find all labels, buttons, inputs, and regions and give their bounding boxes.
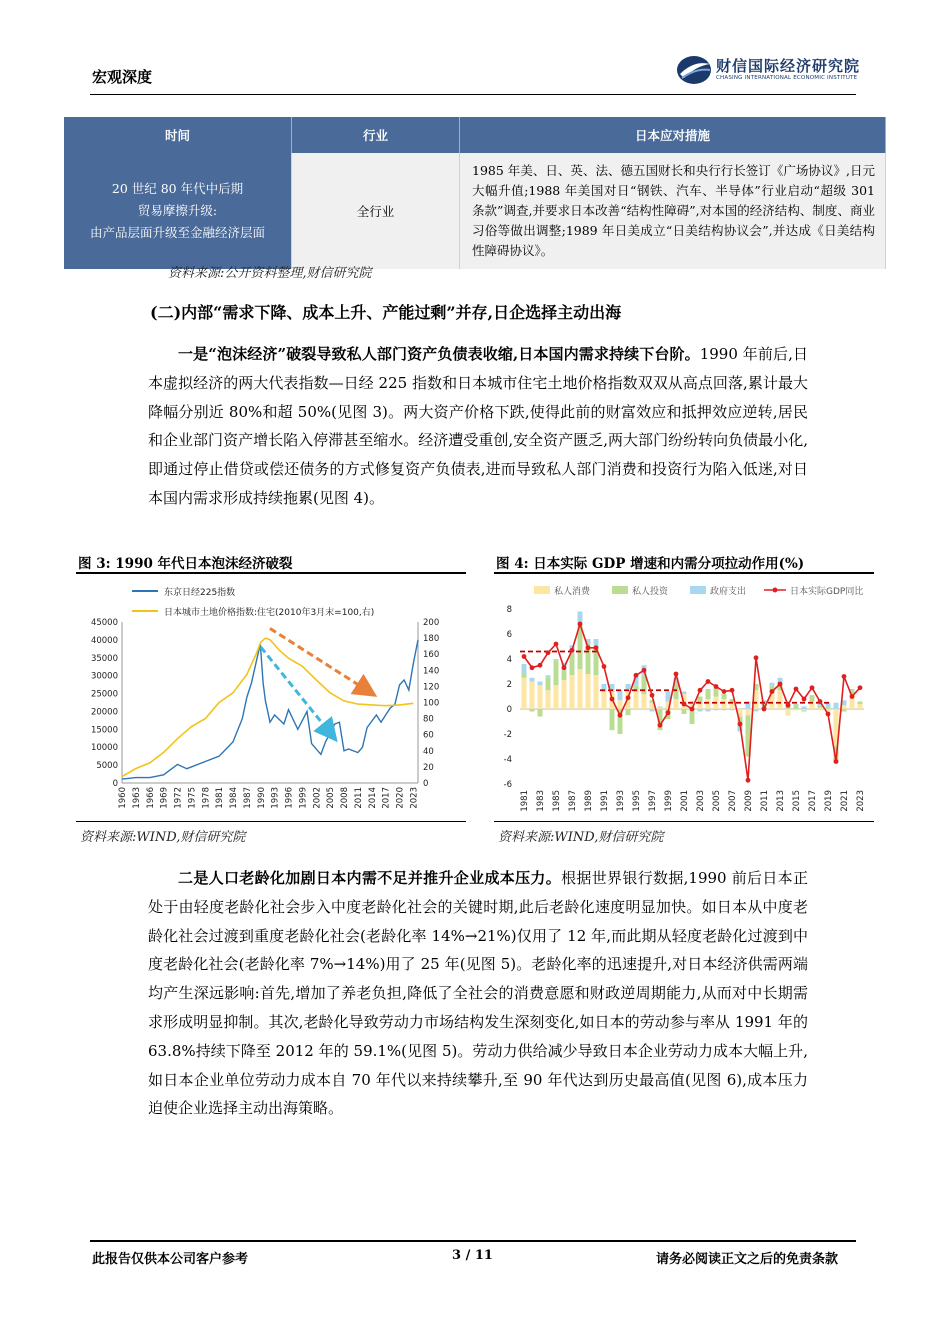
figure-3-bottom-rule <box>76 821 466 822</box>
bar-私人投资 <box>546 678 551 691</box>
trade-friction-table <box>64 117 886 269</box>
bar-私人消费 <box>794 709 799 710</box>
x-tick-label: 2021 <box>840 790 850 812</box>
gdp-point <box>738 722 743 727</box>
bar-私人消费 <box>674 699 679 709</box>
x-tick-label: 2011 <box>760 790 770 812</box>
gdp-point <box>802 697 807 702</box>
x-tick-label: 2003 <box>696 790 706 812</box>
gdp-point <box>538 663 543 668</box>
x-tick-label: 1989 <box>584 790 594 812</box>
x-tick-label: 1975 <box>187 787 198 809</box>
x-tick-label: 2007 <box>728 790 738 812</box>
gdp-point <box>634 673 639 678</box>
bar-私人消费 <box>618 700 623 709</box>
gdp-point <box>794 687 799 692</box>
bar-政府支出 <box>530 678 535 682</box>
bar-私人消费 <box>842 705 847 709</box>
bar-政府支出 <box>858 702 863 703</box>
bar-私人消费 <box>786 709 791 715</box>
figure-3-top-rule <box>76 572 466 574</box>
bar-政府支出 <box>722 709 727 710</box>
gdp-point <box>546 650 551 655</box>
bar-私人投资 <box>522 674 527 678</box>
y-left-tick-label: 15000 <box>90 725 118 736</box>
bar-政府支出 <box>770 683 775 686</box>
y-right-tick-label: 140 <box>423 666 440 677</box>
x-tick-label: 2023 <box>409 787 420 809</box>
legend-label-nikkei: 东京日经225指数 <box>164 588 236 598</box>
bar-政府支出 <box>754 709 759 712</box>
y-left-tick-label: 40000 <box>90 635 118 646</box>
gdp-point <box>658 723 663 728</box>
bar-政府支出 <box>618 690 623 700</box>
x-tick-label: 2020 <box>395 787 406 809</box>
x-tick-label: 1963 <box>131 787 142 809</box>
bar-政府支出 <box>834 703 839 709</box>
gdp-point <box>610 697 615 702</box>
gdp-point <box>714 684 719 689</box>
x-tick-label: 1999 <box>664 790 674 812</box>
x-tick-label: 1987 <box>568 790 578 812</box>
y-right-tick-label: 200 <box>423 618 440 628</box>
bar-政府支出 <box>794 704 799 705</box>
x-tick-label: 1993 <box>616 790 626 812</box>
gdp-point <box>554 642 559 647</box>
x-tick-label: 1972 <box>173 787 184 809</box>
y-right-tick-label: 80 <box>423 714 434 725</box>
page-number: 3 / 11 <box>452 1248 493 1263</box>
legend-label-2: 政府支出 <box>710 587 747 597</box>
footer-disclaimer-left: 此报告仅供本公司客户参考 <box>92 1252 249 1267</box>
legend-label-land: 日本城市土地价格指数:住宅(2010年3月末=100,右) <box>164 608 375 618</box>
gdp-point <box>682 702 687 707</box>
bar-政府支出 <box>522 664 527 674</box>
header-section-title: 宏观深度 <box>92 68 153 86</box>
x-tick-label: 2019 <box>824 790 834 812</box>
y-tick-label: -4 <box>503 755 512 765</box>
header-rule <box>90 94 856 95</box>
bar-私人消费 <box>802 709 807 710</box>
bar-私人投资 <box>610 709 615 730</box>
bar-私人消费 <box>586 674 591 709</box>
section-heading: (二)内部“需求下降、成本上升、产能过剩”并存,日企选择主动出海 <box>150 303 622 322</box>
bar-私人投资 <box>714 688 719 697</box>
legend-swatch-2 <box>690 586 706 594</box>
bar-政府支出 <box>538 682 543 686</box>
paragraph-1-body: 1990 年前后,日本虚拟经济的两大代表指数—日经 225 指数和日本城市住宅土地价格指数双双从高点回落,累计最大降幅分别近 80%和超 50%(见图 3)。两大资产价格下跌,使得此前的财富效应和抵押效应逆转,居民和企业部门资产增长陷入停滞甚至缩水。经济遭受重创,安全资产匮乏,两大部门纷纷转向负债最小化,即通过停止借贷或偿还债务的方式修复资产负债表,进而导致私人部门消费和投资行为陷入低迷,对日本国内需求形成持续拖累(见图 4)。 <box>148 345 808 507</box>
x-tick-label: 2017 <box>381 787 392 809</box>
y-left-tick-label: 25000 <box>90 689 118 700</box>
figure-3-title: 图 3: 1990 年代日本泡沫经济破裂 <box>78 556 293 572</box>
table-cell-industry: 全行业 <box>292 153 460 269</box>
y-left-tick-label: 20000 <box>90 707 118 718</box>
bar-私人投资 <box>530 709 535 712</box>
logo-name: 财信国际经济研究院 <box>716 57 861 75</box>
bar-私人消费 <box>562 680 567 709</box>
gdp-point <box>842 674 847 679</box>
bar-政府支出 <box>554 659 559 660</box>
x-tick-label: 1996 <box>284 787 295 809</box>
gdp-point <box>746 778 751 783</box>
x-tick-label: 2005 <box>326 787 337 809</box>
paragraph-2-body: 根据世界银行数据,1990 前后日本正处于由轻度老龄化社会步入中度老龄化社会的关键时期,此后老龄化速度明显加快。如日本从中度老龄化社会过渡到重度老龄化社会(老龄化率 14%→21%)仅用了 12 年,而此期从轻度老龄化过渡到中度老龄化社会(老龄化率 7%→14%)用了 25 年(见图 5)。老龄化率的迅速提升,对日本经济供需两端均产生深远影响:首先,增加了养老负担,降低了全社会的消费意愿和财政逆周期能力,从而对中长期需求形成明显抑制。其次,老龄化导致劳动力市场结构发生深刻变化,如日本的劳动参与率从 1991 年的 63.8%持续下降至 2012 年的 59.1%(见图 5)。劳动力供给减少导致日本企业劳动力成本大幅上升,如日本企业单位劳动力成本自 70 年代以来持续攀升,至 90 年代达到历史最高值(见图 6),成本压力迫使企业选择主动出海策略。 <box>148 869 808 1118</box>
gdp-point <box>650 693 655 698</box>
x-tick-label: 1985 <box>552 790 562 812</box>
logo-subtitle: CHASING INTERNATIONAL ECONOMIC INSTITUTE <box>716 75 858 81</box>
y-right-tick-label: 20 <box>423 762 434 773</box>
gdp-point <box>810 685 815 690</box>
gdp-point <box>858 685 863 690</box>
bar-政府支出 <box>626 684 631 689</box>
gdp-point <box>674 672 679 677</box>
bar-私人消费 <box>818 708 823 709</box>
table-cell-time <box>64 153 292 269</box>
gdp-point <box>642 668 647 673</box>
x-tick-label: 2009 <box>744 790 754 812</box>
bar-政府支出 <box>706 709 711 712</box>
x-tick-label: 2023 <box>856 790 866 812</box>
y-left-tick-label: 30000 <box>90 671 118 682</box>
table-row <box>64 153 886 269</box>
bar-政府支出 <box>650 709 655 712</box>
figure-4-top-rule <box>494 572 874 574</box>
bar-私人投资 <box>626 709 631 715</box>
x-tick-label: 2011 <box>353 787 364 809</box>
gdp-point <box>850 694 855 699</box>
x-tick-label: 2015 <box>792 790 802 812</box>
figure-4-chart <box>494 576 874 820</box>
footer-disclaimer-right: 请务必阅读正文之后的免责条款 <box>656 1252 839 1267</box>
paragraph-2-lead: 二是人口老龄化加剧日本内需不足并推升企业成本压力。 <box>178 869 562 887</box>
bar-私人投资 <box>682 709 687 714</box>
x-tick-label: 2001 <box>680 790 690 812</box>
table-cell-measures: 1985 年美、日、英、法、德五国财长和央行行长签订《广场协议》,日元大幅升值;1988 年美国对日“钢铁、汽车、半导体”行业启动“超级 301 条款”调查,并要求日本改善“结构性障碍”,对本国的经济结构、制度、商业习俗等做出调整;1989 年日美成立“日美结构协议会”,并达成《日美结构性障碍协议》。 <box>460 153 886 269</box>
gdp-point <box>594 645 599 650</box>
gdp-point <box>770 689 775 694</box>
bar-私人消费 <box>522 678 527 709</box>
x-tick-label: 1978 <box>201 787 212 809</box>
gdp-point <box>602 664 607 669</box>
bar-政府支出 <box>730 709 735 710</box>
bar-私人消费 <box>730 703 735 709</box>
x-tick-label: 1960 <box>118 787 128 809</box>
y-tick-label: 2 <box>506 680 512 690</box>
y-left-tick-label: 5000 <box>96 761 118 772</box>
gdp-point <box>730 688 735 693</box>
bar-私人消费 <box>594 675 599 709</box>
bar-私人消费 <box>602 692 607 710</box>
bar-私人消费 <box>746 709 751 715</box>
institute-logo-icon <box>676 54 712 86</box>
bar-政府支出 <box>802 707 807 710</box>
bar-私人投资 <box>842 709 847 712</box>
bar-政府支出 <box>714 709 719 710</box>
x-tick-label: 1999 <box>298 787 309 809</box>
x-tick-label: 1966 <box>145 787 156 809</box>
table-header-industry: 行业 <box>292 117 460 153</box>
x-tick-label: 1981 <box>520 790 530 812</box>
legend-swatch-0 <box>534 586 550 594</box>
x-tick-label: 1997 <box>648 790 658 812</box>
x-tick-label: 1995 <box>632 790 642 812</box>
x-tick-label: 1984 <box>229 787 239 809</box>
x-tick-label: 2017 <box>808 790 818 812</box>
bar-政府支出 <box>602 684 607 689</box>
x-tick-label: 2014 <box>367 787 378 809</box>
gdp-point <box>626 695 631 700</box>
bar-政府支出 <box>546 675 551 678</box>
bar-私人消费 <box>578 669 583 709</box>
bar-政府支出 <box>698 709 703 712</box>
x-tick-label: 2008 <box>340 787 350 809</box>
bar-私人消费 <box>634 692 639 710</box>
bar-私人投资 <box>706 689 711 699</box>
y-left-tick-label: 10000 <box>90 743 118 754</box>
y-right-tick-label: 40 <box>423 746 434 757</box>
gdp-point <box>706 679 711 684</box>
bar-私人投资 <box>794 704 799 709</box>
gdp-point <box>722 689 727 694</box>
footer-rule <box>90 1240 856 1242</box>
bar-私人投资 <box>562 670 567 680</box>
bar-私人消费 <box>570 675 575 709</box>
bar-私人消费 <box>698 704 703 709</box>
table-header-measures: 日本应对措施 <box>460 117 886 153</box>
bar-私人投资 <box>554 660 559 685</box>
bar-私人投资 <box>826 708 831 709</box>
y-right-tick-label: 0 <box>423 779 429 789</box>
paragraph-2 <box>148 864 808 1123</box>
gdp-point <box>818 699 823 704</box>
bar-私人投资 <box>538 709 543 717</box>
gdp-point <box>570 648 575 653</box>
bar-私人消费 <box>658 708 663 709</box>
bar-私人消费 <box>778 690 783 709</box>
paragraph-1-lead: 一是“泡沫经济”破裂导致私人部门资产负债表收缩,日本国内需求持续下台阶。 <box>178 345 700 363</box>
legend-label-1: 私人投资 <box>632 587 669 597</box>
time-line-3: 由产品层面升级至金融经济层面 <box>89 225 265 240</box>
x-tick-label: 2013 <box>776 790 786 812</box>
gdp-point <box>834 759 839 764</box>
y-tick-label: 6 <box>506 630 512 640</box>
legend-swatch-1 <box>612 586 628 594</box>
time-line-1: 20 世纪 80 年代中后期 <box>111 181 244 196</box>
table-header-time: 时间 <box>64 117 292 153</box>
figure-3-source: 资料来源:WIND,财信研究院 <box>80 830 246 845</box>
gdp-point <box>618 713 623 718</box>
x-tick-label: 1969 <box>159 787 170 809</box>
gdp-point <box>562 665 567 670</box>
x-tick-label: 2002 <box>312 787 323 809</box>
x-tick-label: 1981 <box>215 787 226 809</box>
gdp-point <box>778 682 783 687</box>
series-line-land-price <box>122 638 413 777</box>
bar-政府支出 <box>810 695 815 696</box>
y-tick-label: 4 <box>506 655 512 665</box>
bar-政府支出 <box>578 612 583 623</box>
legend-label-0: 私人消费 <box>554 587 591 597</box>
gdp-point <box>666 710 671 715</box>
bar-私人消费 <box>530 682 535 710</box>
bar-私人消费 <box>858 704 863 709</box>
bar-政府支出 <box>666 692 671 702</box>
gdp-point <box>786 703 791 708</box>
gdp-point <box>826 712 831 717</box>
gdp-point <box>522 654 527 659</box>
paragraph-1 <box>148 340 808 513</box>
y-right-tick-label: 100 <box>423 698 440 709</box>
bar-私人消费 <box>554 685 559 709</box>
bar-政府支出 <box>682 692 687 695</box>
y-right-tick-label: 180 <box>423 634 440 645</box>
figure-4-source: 资料来源:WIND,财信研究院 <box>498 830 664 845</box>
y-tick-label: 8 <box>506 605 512 615</box>
y-tick-label: 0 <box>506 705 512 715</box>
figure-4-title: 图 4: 日本实际 GDP 增速和内需分项拉动作用(%) <box>496 556 805 572</box>
bar-私人消费 <box>538 685 543 709</box>
y-left-tick-label: 35000 <box>90 653 118 664</box>
x-tick-label: 2005 <box>712 790 722 812</box>
x-tick-label: 1987 <box>242 787 253 809</box>
x-tick-label: 1990 <box>256 787 267 809</box>
y-left-tick-label: 45000 <box>90 618 118 628</box>
legend-marker-gdp <box>773 588 778 593</box>
bar-私人消费 <box>642 694 647 709</box>
gdp-point <box>690 707 695 712</box>
gdp-point <box>578 622 583 627</box>
table-source: 资料来源:公开资料整理,财信研究院 <box>168 266 372 281</box>
gdp-point <box>754 655 759 660</box>
time-line-2: 贸易摩擦升级: <box>137 203 218 218</box>
gdp-point <box>586 645 591 650</box>
bar-私人消费 <box>722 699 727 709</box>
bar-私人投资 <box>570 653 575 676</box>
bar-私人消费 <box>546 690 551 709</box>
x-tick-label: 1983 <box>536 790 546 812</box>
y-right-tick-label: 160 <box>423 650 440 661</box>
bar-私人消费 <box>706 699 711 709</box>
y-tick-label: -6 <box>503 780 512 790</box>
gdp-point <box>530 665 535 670</box>
y-left-tick-label: 0 <box>112 779 118 789</box>
x-tick-label: 1991 <box>600 790 610 812</box>
x-tick-label: 1993 <box>270 787 281 809</box>
gdp-point <box>762 707 767 712</box>
y-right-tick-label: 120 <box>423 682 440 693</box>
legend-label-gdp: 日本实际GDP同比 <box>790 587 864 597</box>
figure-4-bottom-rule <box>494 821 874 822</box>
bar-私人投资 <box>810 695 815 701</box>
figure-3-chart <box>76 576 466 820</box>
bar-私人投资 <box>802 710 807 711</box>
gdp-point <box>698 688 703 693</box>
bar-私人投资 <box>722 694 727 699</box>
y-tick-label: -2 <box>503 730 512 740</box>
y-right-tick-label: 60 <box>423 730 434 741</box>
bar-政府支出 <box>658 707 663 708</box>
